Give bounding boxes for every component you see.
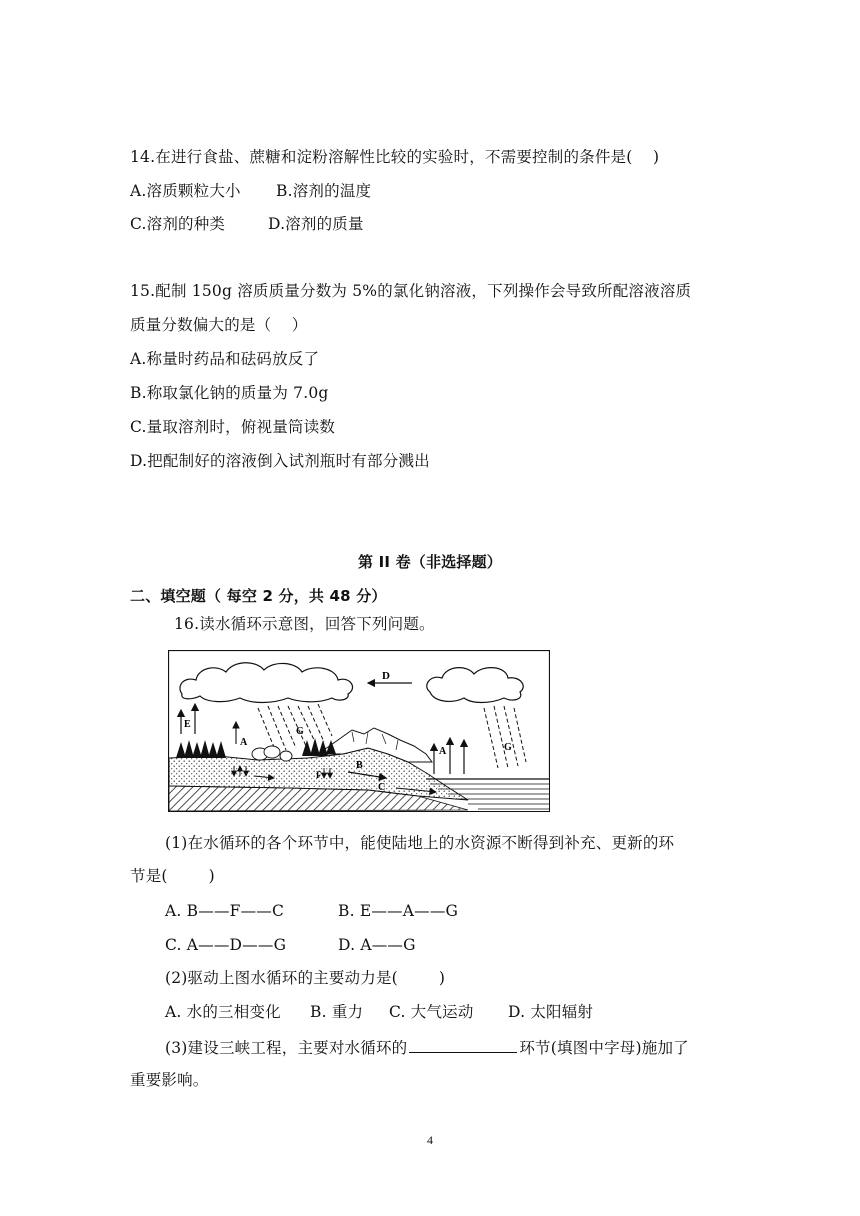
q14-option-b: B.溶剂的温度 xyxy=(276,182,372,200)
q16-sub1-option-a: A. B——F——C xyxy=(165,902,285,920)
q16-sub2-option-a: A. 水的三相变化 xyxy=(165,1003,281,1021)
q14-stem: 14.在进行食盐、蔗糖和淀粉溶解性比较的实验时，不需要控制的条件是( ) xyxy=(130,148,660,166)
label-a-land: A xyxy=(240,737,248,748)
label-g-ocean: G xyxy=(504,742,512,753)
q15-option-d: D.把配制好的溶液倒入试剂瓶时有部分溅出 xyxy=(130,452,430,470)
q15-stem-line1: 15.配制 150g 溶质质量分数为 5%的氯化钠溶液，下列操作会导致所配溶液溶质 xyxy=(130,282,692,300)
q16-sub1-option-b: B. E——A——G xyxy=(338,902,459,920)
land-cloud xyxy=(180,663,353,703)
q15-option-b: B.称取氯化钠的质量为 7.0g xyxy=(130,384,329,402)
q15-option-c: C.量取溶剂时，俯视量筒读数 xyxy=(130,418,336,436)
part-title: 二、填空题（ 每空 2 分，共 48 分） xyxy=(130,587,387,605)
volume-title: 第 II 卷（非选择题） xyxy=(357,553,502,571)
q16-sub2-option-b: B. 重力 xyxy=(310,1003,364,1021)
q16-sub3-prefix: (3)建设三峡工程，主要对水循环的 xyxy=(165,1039,408,1057)
label-b: B xyxy=(356,760,363,771)
q16-sub1-option-c: C. A——D——G xyxy=(165,936,287,954)
q16-sub1-line2: 节是( ) xyxy=(130,867,215,885)
label-a-ocean: A xyxy=(439,746,447,757)
page-number: 4 xyxy=(427,1133,433,1147)
q16-stem: 16.读水循环示意图，回答下列问题。 xyxy=(174,615,435,633)
label-e: E xyxy=(184,719,191,730)
q14-option-a: A.溶质颗粒大小 xyxy=(130,182,241,200)
q14-option-c: C.溶剂的种类 xyxy=(130,215,226,233)
q16-sub3-suffix: 环节(填图中字母)施加了 xyxy=(519,1039,689,1057)
q16-sub2-option-c: C. 大气运动 xyxy=(389,1003,474,1021)
label-g-land: G xyxy=(296,726,304,737)
label-f: F xyxy=(316,770,322,780)
q15-option-a: A.称量时药品和砝码放反了 xyxy=(130,350,320,368)
q16-sub2-stem: (2)驱动上图水循环的主要动力是( ) xyxy=(165,969,446,987)
q16-sub1-option-d: D. A——G xyxy=(338,936,416,954)
q14-option-d: D.溶剂的质量 xyxy=(268,215,364,233)
q15-stem-line2: 质量分数偏大的是（ ） xyxy=(130,316,308,334)
q16-sub3-line1 xyxy=(165,1036,689,1058)
label-c: C xyxy=(378,782,386,793)
water-cycle-diagram xyxy=(168,650,550,812)
answer-blank[interactable] xyxy=(409,1036,517,1053)
label-d: D xyxy=(382,670,390,682)
q16-sub1-line1: (1)在水循环的各个环节中，能使陆地上的水资源不断得到补充、更新的环 xyxy=(165,834,675,852)
q16-sub3-line2: 重要影响。 xyxy=(130,1071,209,1089)
q16-sub2-option-d: D. 太阳辐射 xyxy=(508,1003,594,1021)
